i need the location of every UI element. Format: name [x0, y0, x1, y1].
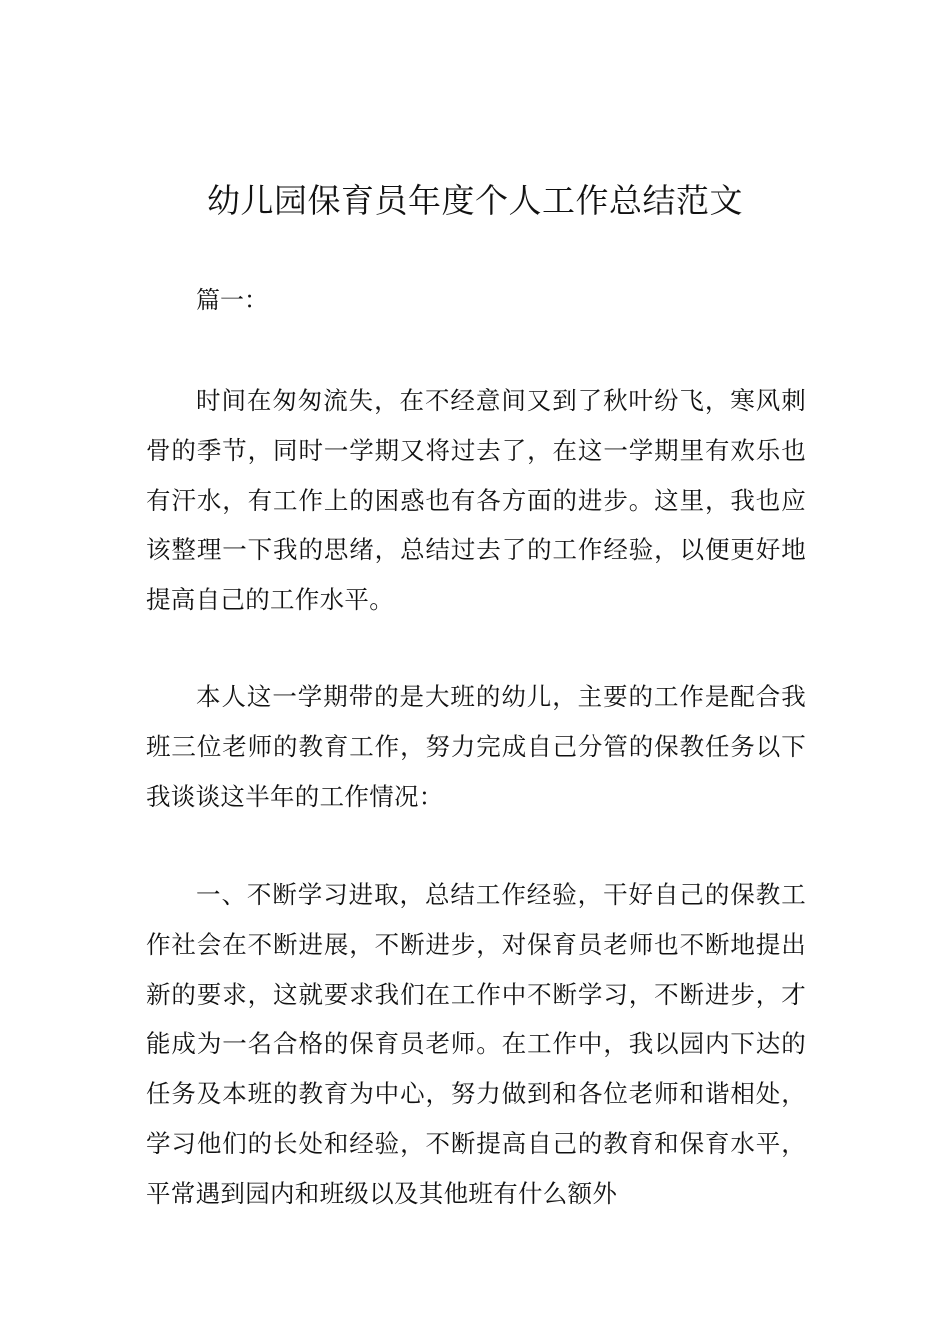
document-title: 幼儿园保育员年度个人工作总结范文	[207, 181, 743, 220]
paragraph-2: 本人这一学期带的是大班的幼儿，主要的工作是配合我班三位老师的教育工作，努力完成自己分管的保教任务以下我谈谈这半年的工作情况：	[146, 682, 806, 811]
section-label: 篇一：	[196, 286, 268, 314]
paragraph-1: 时间在匆匆流失，在不经意间又到了秋叶纷飞，寒风刺骨的季节，同时一学期又将过去了，在这一学期里有欢乐也有汗水，有工作上的困惑也有各方面的进步。这里，我也应该整理一下我的思绪，总结过去了的工作经验，以便更好地提高自己的工作水平。	[146, 386, 806, 615]
paragraph-3: 一、不断学习进取，总结工作经验，干好自己的保教工作社会在不断进展，不断进步，对保育员老师也不断地提出新的要求，这就要求我们在工作中不断学习，不断进步，才能成为一名合格的保育员老师。在工作中，我以园内下达的任务及本班的教育为中心，努力做到和各位老师和谐相处，学习他们的长处和经验，不断提高自己的教育和保育水平，平常遇到园内和班级以及其他班有什么额外	[146, 880, 806, 1208]
